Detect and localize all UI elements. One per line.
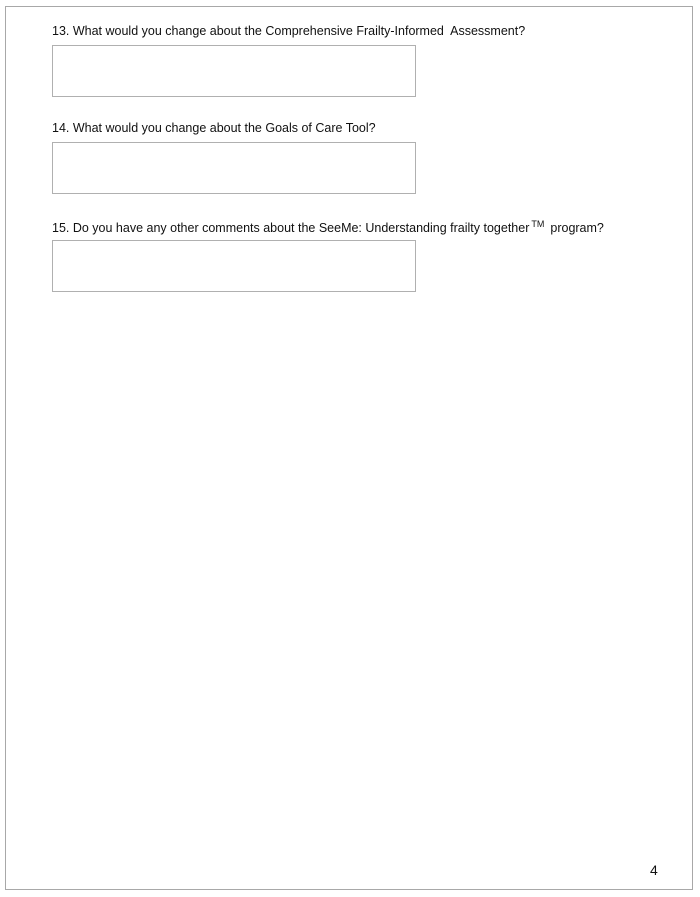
trademark-mark: TM xyxy=(531,219,545,229)
page-number: 4 xyxy=(650,862,658,878)
question-13-label: 13. What would you change about the Comprehensive Frailty-Informed Assessment? xyxy=(52,24,526,38)
question-15-text-end: program? xyxy=(550,221,604,235)
question-15-answer-field[interactable] xyxy=(52,240,416,292)
question-15-text: 15. Do you have any other comments about the SeeMe: Understanding frailty together xyxy=(52,221,530,235)
question-15-label xyxy=(52,219,604,235)
page-border xyxy=(5,6,693,890)
question-14-label: 14. What would you change about the Goals of Care Tool? xyxy=(52,121,376,135)
question-14-answer-field[interactable] xyxy=(52,142,416,194)
question-13-answer-field[interactable] xyxy=(52,45,416,97)
